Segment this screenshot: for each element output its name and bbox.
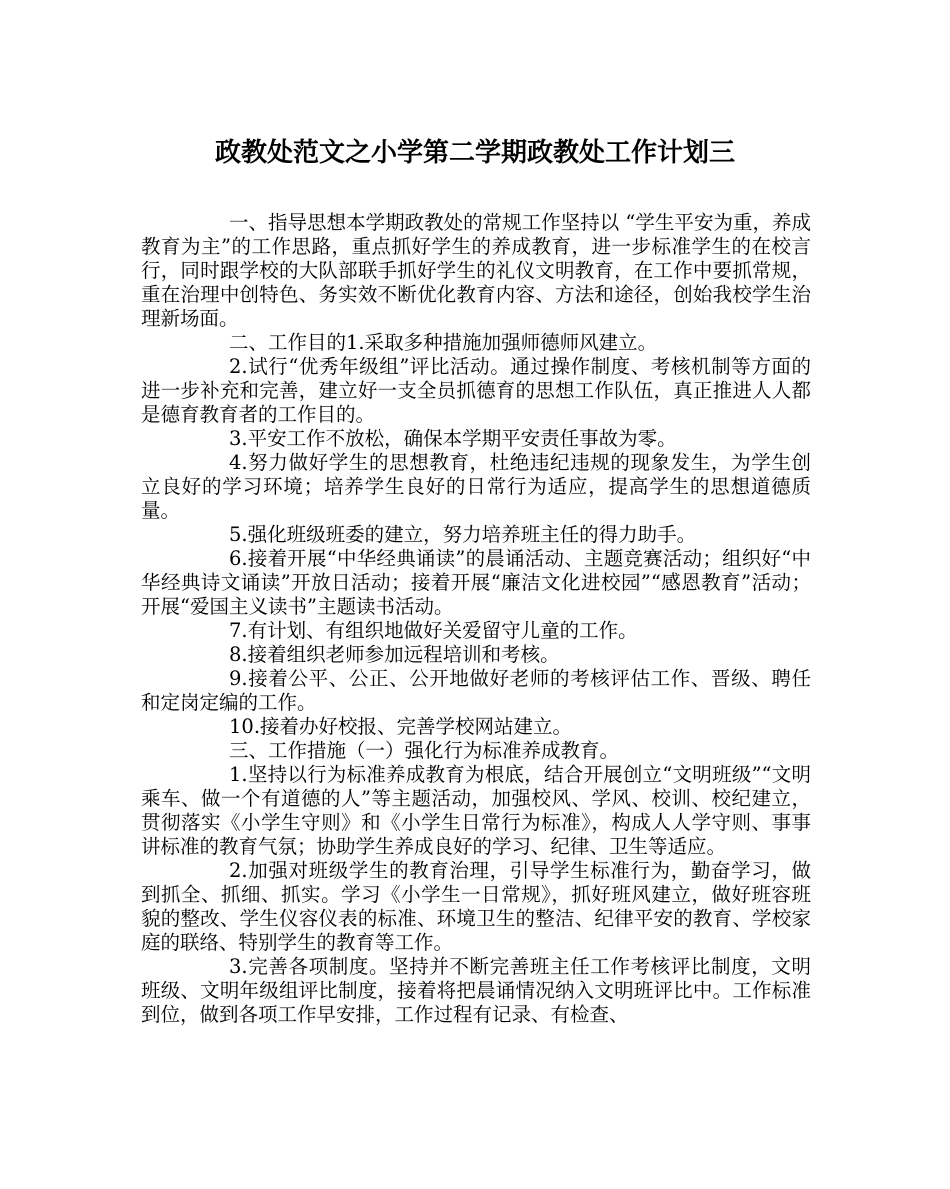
paragraph: 3.平安工作不放松，确保本学期平安责任事故为零。 [229,427,677,450]
paragraph: 7.有计划、有组织地做好关爱留守儿童的工作。 [229,619,638,642]
paragraph: 1.坚持以行为标准养成教育为根底，结合开展创立“文明班级”“文明乘车、做一个有道德的人”等主题活动，加强校风、学风、校训、校纪建立，贯彻落实《小学生守则》和《小学生日常行为标准》，构成人人学守则、事事讲标准的教育气氛；协助学生养成良好的学习、纪律、卫生等适应。 [141,763,811,858]
paragraph: 二、工作目的1.采取多种措施加强师德师风建立。 [229,331,658,354]
document-title: 政教处范文之小学第二学期政教处工作计划三 [214,138,735,168]
paragraph: 4.努力做好学生的思想教育，杜绝违纪违规的现象发生，为学生创立良好的学习环境；培养学生良好的日常行为适应，提高学生的思想道德质量。 [141,451,811,522]
paragraph: 5.强化班级班委的建立，努力培养班主任的得力助手。 [229,523,697,546]
paragraph: 8.接着组织老师参加远程培训和考核。 [229,643,560,666]
paragraph: 2.试行“优秀年级组”评比活动。通过操作制度、考核机制等方面的进一步补充和完善，建立好一支全员抓德育的思想工作队伍，真正推进人人都是德育教育者的工作目的。 [141,355,811,426]
paragraph: 三、工作措施（一）强化行为标准养成教育。 [229,739,620,762]
paragraph: 9.接着公平、公正、公开地做好老师的考核评估工作、晋级、聘任和定岗定编的工作。 [141,667,811,714]
paragraph: 一、指导思想本学期政教处的常规工作坚持以 “学生平安为重，养成教育为主”的工作思路，重点抓好学生的养成教育，进一步标准学生的在校言行，同时跟学校的大队部联手抓好学生的礼仪文明教育，在工作中要抓常规，重在治理中创特色、务实效不断优化教育内容、方法和途径，创始我校学生治理新场面。 [141,211,811,330]
paragraph: 6.接着开展“中华经典诵读”的晨诵活动、主题竞赛活动；组织好“中华经典诗文诵读”开放日活动；接着开展“廉洁文化进校园”“感恩教育”活动；开展“爱国主义读书”主题读书活动。 [141,547,811,618]
paragraph: 2.加强对班级学生的教育治理，引导学生标准行为，勤奋学习，做到抓全、抓细、抓实。学习《小学生一日常规》，抓好班风建立，做好班容班貌的整改、学生仪容仪表的标准、环境卫生的整洁、纪律平安的教育、学校家庭的联络、特别学生的教育等工作。 [141,859,811,954]
paragraph: 3.完善各项制度。坚持并不断完善班主任工作考核评比制度，文明班级、文明年级组评比制度，接着将把晨诵情况纳入文明班评比中。工作标准到位，做到各项工作早安排，工作过程有记录、有检查、 [141,955,811,1026]
document-body [141,211,811,1027]
paragraph: 10.接着办好校报、完善学校网站建立。 [229,715,573,738]
